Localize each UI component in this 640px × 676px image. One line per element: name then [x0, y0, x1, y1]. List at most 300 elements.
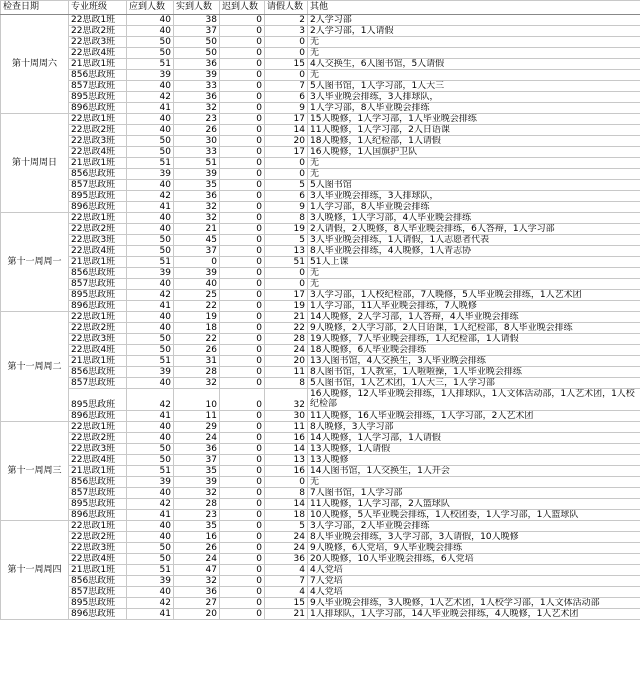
due-cell[interactable]: 40	[127, 323, 174, 334]
class-cell[interactable]: 896思政班	[69, 411, 127, 422]
late-cell[interactable]: 0	[220, 290, 265, 301]
leave-cell[interactable]: 17	[265, 147, 308, 158]
class-cell[interactable]: 22思政2班	[69, 224, 127, 235]
class-cell[interactable]: 857思政班	[69, 180, 127, 191]
late-cell[interactable]: 0	[220, 488, 265, 499]
late-cell[interactable]: 0	[220, 411, 265, 422]
due-cell[interactable]: 51	[127, 158, 174, 169]
late-cell[interactable]: 0	[220, 345, 265, 356]
leave-cell[interactable]: 28	[265, 334, 308, 345]
due-cell[interactable]: 40	[127, 26, 174, 37]
class-cell[interactable]: 22思政4班	[69, 147, 127, 158]
leave-cell[interactable]: 8	[265, 488, 308, 499]
leave-cell[interactable]: 18	[265, 510, 308, 521]
leave-cell[interactable]: 11	[265, 367, 308, 378]
notes-cell[interactable]: 无	[308, 477, 640, 488]
present-cell[interactable]: 39	[174, 169, 220, 180]
leave-cell[interactable]: 13	[265, 455, 308, 466]
present-cell[interactable]: 25	[174, 290, 220, 301]
notes-cell[interactable]: 11人晚修，16人毕业晚会排练，1人学习部，2人艺术团	[308, 411, 640, 422]
leave-cell[interactable]: 0	[265, 158, 308, 169]
class-cell[interactable]: 857思政班	[69, 587, 127, 598]
due-cell[interactable]: 41	[127, 609, 174, 620]
present-cell[interactable]: 28	[174, 499, 220, 510]
leave-cell[interactable]: 5	[265, 521, 308, 532]
class-cell[interactable]: 22思政1班	[69, 15, 127, 26]
notes-cell[interactable]: 15人晚修，1人学习部，1人毕业晚会排练	[308, 114, 640, 125]
late-cell[interactable]: 0	[220, 26, 265, 37]
leave-cell[interactable]: 6	[265, 92, 308, 103]
class-cell[interactable]: 22思政3班	[69, 543, 127, 554]
leave-cell[interactable]: 17	[265, 290, 308, 301]
date-cell[interactable]: 第十一周周四	[1, 521, 69, 620]
class-cell[interactable]: 896思政班	[69, 510, 127, 521]
notes-cell[interactable]: 无	[308, 158, 640, 169]
notes-cell[interactable]: 13人晚修，1人请假	[308, 444, 640, 455]
notes-cell[interactable]: 5人图书馆	[308, 180, 640, 191]
class-cell[interactable]: 22思政3班	[69, 334, 127, 345]
leave-cell[interactable]: 21	[265, 312, 308, 323]
due-cell[interactable]: 40	[127, 587, 174, 598]
header-due[interactable]: 应到人数	[127, 1, 174, 15]
notes-cell[interactable]: 7人党培	[308, 576, 640, 587]
present-cell[interactable]: 37	[174, 246, 220, 257]
leave-cell[interactable]: 3	[265, 26, 308, 37]
class-cell[interactable]: 22思政1班	[69, 114, 127, 125]
late-cell[interactable]: 0	[220, 521, 265, 532]
due-cell[interactable]: 51	[127, 565, 174, 576]
present-cell[interactable]: 23	[174, 114, 220, 125]
class-cell[interactable]: 856思政班	[69, 477, 127, 488]
leave-cell[interactable]: 7	[265, 576, 308, 587]
late-cell[interactable]: 0	[220, 169, 265, 180]
leave-cell[interactable]: 11	[265, 422, 308, 433]
notes-cell[interactable]: 3人毕业晚会排练，1人请假，1人志愿者代表	[308, 235, 640, 246]
present-cell[interactable]: 36	[174, 191, 220, 202]
due-cell[interactable]: 40	[127, 213, 174, 224]
late-cell[interactable]: 0	[220, 554, 265, 565]
present-cell[interactable]: 22	[174, 334, 220, 345]
notes-cell[interactable]: 14人晚修，2人学习部，1人答辩，4人毕业晚会排练	[308, 312, 640, 323]
late-cell[interactable]: 0	[220, 279, 265, 290]
due-cell[interactable]: 39	[127, 70, 174, 81]
present-cell[interactable]: 47	[174, 565, 220, 576]
notes-cell[interactable]: 1人排球队，1人学习部，14人毕业晚会排练，4人晚修，1人艺术团	[308, 609, 640, 620]
header-date[interactable]: 检查日期	[1, 1, 69, 15]
notes-cell[interactable]: 2人学习部	[308, 15, 640, 26]
due-cell[interactable]: 40	[127, 422, 174, 433]
leave-cell[interactable]: 24	[265, 532, 308, 543]
class-cell[interactable]: 21思政1班	[69, 257, 127, 268]
late-cell[interactable]: 0	[220, 301, 265, 312]
notes-cell[interactable]: 19人晚修，7人毕业晚会排练，1人纪检部，1人请假	[308, 334, 640, 345]
notes-cell[interactable]: 9人晚修，6人党培，9人毕业晚会排练	[308, 543, 640, 554]
leave-cell[interactable]: 51	[265, 257, 308, 268]
header-notes[interactable]: 其他	[308, 1, 640, 15]
notes-cell[interactable]: 3人毕业晚会排练，3人排球队，	[308, 191, 640, 202]
due-cell[interactable]: 40	[127, 180, 174, 191]
present-cell[interactable]: 36	[174, 587, 220, 598]
class-cell[interactable]: 856思政班	[69, 169, 127, 180]
late-cell[interactable]: 0	[220, 422, 265, 433]
notes-cell[interactable]: 1人学习部，8人毕业晚会排练	[308, 202, 640, 213]
late-cell[interactable]: 0	[220, 48, 265, 59]
due-cell[interactable]: 50	[127, 444, 174, 455]
due-cell[interactable]: 40	[127, 312, 174, 323]
due-cell[interactable]: 40	[127, 378, 174, 389]
class-cell[interactable]: 896思政班	[69, 103, 127, 114]
late-cell[interactable]: 0	[220, 565, 265, 576]
late-cell[interactable]: 0	[220, 609, 265, 620]
class-cell[interactable]: 856思政班	[69, 268, 127, 279]
present-cell[interactable]: 35	[174, 466, 220, 477]
late-cell[interactable]: 0	[220, 70, 265, 81]
due-cell[interactable]: 41	[127, 301, 174, 312]
due-cell[interactable]: 40	[127, 224, 174, 235]
late-cell[interactable]: 0	[220, 213, 265, 224]
present-cell[interactable]: 32	[174, 576, 220, 587]
present-cell[interactable]: 36	[174, 92, 220, 103]
class-cell[interactable]: 856思政班	[69, 70, 127, 81]
leave-cell[interactable]: 16	[265, 466, 308, 477]
notes-cell[interactable]: 13人晚修	[308, 455, 640, 466]
class-cell[interactable]: 857思政班	[69, 488, 127, 499]
notes-cell[interactable]: 3人学习部，2人毕业晚会排练	[308, 521, 640, 532]
late-cell[interactable]: 0	[220, 92, 265, 103]
class-cell[interactable]: 896思政班	[69, 609, 127, 620]
due-cell[interactable]: 40	[127, 125, 174, 136]
header-present[interactable]: 实到人数	[174, 1, 220, 15]
class-cell[interactable]: 895思政班	[69, 92, 127, 103]
due-cell[interactable]: 39	[127, 477, 174, 488]
leave-cell[interactable]: 0	[265, 279, 308, 290]
notes-cell[interactable]: 无	[308, 279, 640, 290]
leave-cell[interactable]: 0	[265, 48, 308, 59]
date-cell[interactable]: 第十周周六	[1, 15, 69, 114]
leave-cell[interactable]: 9	[265, 103, 308, 114]
due-cell[interactable]: 42	[127, 598, 174, 609]
present-cell[interactable]: 35	[174, 521, 220, 532]
class-cell[interactable]: 22思政3班	[69, 444, 127, 455]
late-cell[interactable]: 0	[220, 257, 265, 268]
leave-cell[interactable]: 13	[265, 246, 308, 257]
present-cell[interactable]: 21	[174, 224, 220, 235]
present-cell[interactable]: 39	[174, 477, 220, 488]
late-cell[interactable]: 0	[220, 312, 265, 323]
due-cell[interactable]: 42	[127, 389, 174, 411]
due-cell[interactable]: 39	[127, 367, 174, 378]
class-cell[interactable]: 22思政4班	[69, 48, 127, 59]
notes-cell[interactable]: 8人晚修，3人学习部	[308, 422, 640, 433]
class-cell[interactable]: 22思政3班	[69, 37, 127, 48]
present-cell[interactable]: 11	[174, 411, 220, 422]
notes-cell[interactable]: 无	[308, 37, 640, 48]
class-cell[interactable]: 857思政班	[69, 279, 127, 290]
late-cell[interactable]: 0	[220, 37, 265, 48]
leave-cell[interactable]: 24	[265, 345, 308, 356]
notes-cell[interactable]: 18人晚修，6人毕业晚会排练	[308, 345, 640, 356]
class-cell[interactable]: 21思政1班	[69, 158, 127, 169]
present-cell[interactable]: 32	[174, 213, 220, 224]
late-cell[interactable]: 0	[220, 15, 265, 26]
due-cell[interactable]: 50	[127, 455, 174, 466]
leave-cell[interactable]: 19	[265, 224, 308, 235]
notes-cell[interactable]: 3人毕业晚会排练，3人排球队，	[308, 92, 640, 103]
late-cell[interactable]: 0	[220, 532, 265, 543]
class-cell[interactable]: 22思政2班	[69, 323, 127, 334]
leave-cell[interactable]: 4	[265, 565, 308, 576]
late-cell[interactable]: 0	[220, 323, 265, 334]
leave-cell[interactable]: 22	[265, 323, 308, 334]
late-cell[interactable]: 0	[220, 576, 265, 587]
present-cell[interactable]: 27	[174, 598, 220, 609]
class-cell[interactable]: 22思政2班	[69, 125, 127, 136]
class-cell[interactable]: 857思政班	[69, 81, 127, 92]
leave-cell[interactable]: 0	[265, 477, 308, 488]
due-cell[interactable]: 40	[127, 15, 174, 26]
notes-cell[interactable]: 无	[308, 70, 640, 81]
present-cell[interactable]: 39	[174, 268, 220, 279]
present-cell[interactable]: 23	[174, 510, 220, 521]
due-cell[interactable]: 39	[127, 576, 174, 587]
class-cell[interactable]: 21思政1班	[69, 565, 127, 576]
due-cell[interactable]: 50	[127, 147, 174, 158]
leave-cell[interactable]: 6	[265, 191, 308, 202]
notes-cell[interactable]: 18人晚修，1人纪检部，1人请假	[308, 136, 640, 147]
present-cell[interactable]: 36	[174, 444, 220, 455]
leave-cell[interactable]: 4	[265, 587, 308, 598]
present-cell[interactable]: 33	[174, 147, 220, 158]
leave-cell[interactable]: 15	[265, 59, 308, 70]
notes-cell[interactable]: 13人图书馆，4人交换生，3人毕业晚会排练	[308, 356, 640, 367]
present-cell[interactable]: 10	[174, 389, 220, 411]
due-cell[interactable]: 40	[127, 521, 174, 532]
late-cell[interactable]: 0	[220, 587, 265, 598]
late-cell[interactable]: 0	[220, 158, 265, 169]
due-cell[interactable]: 50	[127, 334, 174, 345]
due-cell[interactable]: 42	[127, 191, 174, 202]
present-cell[interactable]: 24	[174, 554, 220, 565]
leave-cell[interactable]: 21	[265, 609, 308, 620]
class-cell[interactable]: 22思政1班	[69, 213, 127, 224]
present-cell[interactable]: 50	[174, 48, 220, 59]
notes-cell[interactable]: 8人毕业晚会排练，4人晚修，1人青志协	[308, 246, 640, 257]
late-cell[interactable]: 0	[220, 103, 265, 114]
late-cell[interactable]: 0	[220, 81, 265, 92]
late-cell[interactable]: 0	[220, 59, 265, 70]
class-cell[interactable]: 22思政4班	[69, 246, 127, 257]
leave-cell[interactable]: 32	[265, 389, 308, 411]
class-cell[interactable]: 856思政班	[69, 367, 127, 378]
present-cell[interactable]: 19	[174, 312, 220, 323]
notes-cell[interactable]: 16人晚修，1人国旗护卫队	[308, 147, 640, 158]
present-cell[interactable]: 26	[174, 125, 220, 136]
due-cell[interactable]: 41	[127, 103, 174, 114]
class-cell[interactable]: 896思政班	[69, 301, 127, 312]
leave-cell[interactable]: 8	[265, 378, 308, 389]
present-cell[interactable]: 30	[174, 136, 220, 147]
notes-cell[interactable]: 3人学习部，1人校纪检部，7人晚修，5人毕业晚会排练，1人艺术团	[308, 290, 640, 301]
notes-cell[interactable]: 51人上课	[308, 257, 640, 268]
notes-cell[interactable]: 无	[308, 268, 640, 279]
present-cell[interactable]: 18	[174, 323, 220, 334]
date-cell[interactable]: 第十一周周二	[1, 312, 69, 422]
present-cell[interactable]: 31	[174, 356, 220, 367]
due-cell[interactable]: 39	[127, 268, 174, 279]
late-cell[interactable]: 0	[220, 543, 265, 554]
present-cell[interactable]: 50	[174, 37, 220, 48]
late-cell[interactable]: 0	[220, 499, 265, 510]
present-cell[interactable]: 24	[174, 433, 220, 444]
class-cell[interactable]: 21思政1班	[69, 59, 127, 70]
due-cell[interactable]: 50	[127, 554, 174, 565]
leave-cell[interactable]: 14	[265, 444, 308, 455]
notes-cell[interactable]: 8人图书馆，1人教室，1人啦啦操，1人毕业晚会排练	[308, 367, 640, 378]
leave-cell[interactable]: 8	[265, 213, 308, 224]
class-cell[interactable]: 21思政1班	[69, 356, 127, 367]
late-cell[interactable]: 0	[220, 455, 265, 466]
leave-cell[interactable]: 30	[265, 411, 308, 422]
leave-cell[interactable]: 14	[265, 499, 308, 510]
present-cell[interactable]: 26	[174, 543, 220, 554]
notes-cell[interactable]: 无	[308, 169, 640, 180]
present-cell[interactable]: 40	[174, 279, 220, 290]
due-cell[interactable]: 40	[127, 81, 174, 92]
leave-cell[interactable]: 20	[265, 136, 308, 147]
notes-cell[interactable]: 2人学习部，1人请假	[308, 26, 640, 37]
present-cell[interactable]: 37	[174, 26, 220, 37]
late-cell[interactable]: 0	[220, 246, 265, 257]
notes-cell[interactable]: 9人晚修，2人学习部，2人日语课，1人纪检部，8人毕业晚会排练	[308, 323, 640, 334]
class-cell[interactable]: 22思政2班	[69, 26, 127, 37]
late-cell[interactable]: 0	[220, 224, 265, 235]
class-cell[interactable]: 22思政2班	[69, 433, 127, 444]
late-cell[interactable]: 0	[220, 510, 265, 521]
header-late[interactable]: 迟到人数	[220, 1, 265, 15]
present-cell[interactable]: 0	[174, 257, 220, 268]
notes-cell[interactable]: 3人晚修，1人学习部，4人毕业晚会排练	[308, 213, 640, 224]
due-cell[interactable]: 50	[127, 136, 174, 147]
leave-cell[interactable]: 9	[265, 202, 308, 213]
notes-cell[interactable]: 1人学习部，11人毕业晚会排练，7人晚修	[308, 301, 640, 312]
class-cell[interactable]: 22思政3班	[69, 235, 127, 246]
leave-cell[interactable]: 19	[265, 301, 308, 312]
header-leave[interactable]: 请假人数	[265, 1, 308, 15]
leave-cell[interactable]: 17	[265, 114, 308, 125]
late-cell[interactable]: 0	[220, 136, 265, 147]
class-cell[interactable]: 857思政班	[69, 378, 127, 389]
due-cell[interactable]: 50	[127, 543, 174, 554]
notes-cell[interactable]: 5人图书馆，1人艺术团，1人大三，1人学习部	[308, 378, 640, 389]
present-cell[interactable]: 28	[174, 367, 220, 378]
late-cell[interactable]: 0	[220, 378, 265, 389]
notes-cell[interactable]: 5人图书馆，1人学习部，1人大三	[308, 81, 640, 92]
date-cell[interactable]: 第十一周周一	[1, 213, 69, 312]
present-cell[interactable]: 33	[174, 81, 220, 92]
due-cell[interactable]: 51	[127, 466, 174, 477]
class-cell[interactable]: 22思政4班	[69, 554, 127, 565]
leave-cell[interactable]: 14	[265, 125, 308, 136]
late-cell[interactable]: 0	[220, 235, 265, 246]
due-cell[interactable]: 50	[127, 235, 174, 246]
class-cell[interactable]: 22思政2班	[69, 532, 127, 543]
present-cell[interactable]: 26	[174, 345, 220, 356]
class-cell[interactable]: 895思政班	[69, 290, 127, 301]
leave-cell[interactable]: 16	[265, 433, 308, 444]
due-cell[interactable]: 40	[127, 532, 174, 543]
date-cell[interactable]: 第十一周周三	[1, 422, 69, 521]
present-cell[interactable]: 37	[174, 455, 220, 466]
due-cell[interactable]: 40	[127, 114, 174, 125]
present-cell[interactable]: 32	[174, 488, 220, 499]
due-cell[interactable]: 40	[127, 433, 174, 444]
late-cell[interactable]: 0	[220, 477, 265, 488]
notes-cell[interactable]: 11人晚修，1人学习部，2人日语课	[308, 125, 640, 136]
notes-cell[interactable]: 16人晚修，12人毕业晚会排练，1人排球队，1人文体活动部，1人艺术团，1人校纪检部	[308, 389, 640, 411]
late-cell[interactable]: 0	[220, 433, 265, 444]
notes-cell[interactable]: 4人交换生，6人图书馆，5人请假	[308, 59, 640, 70]
late-cell[interactable]: 0	[220, 191, 265, 202]
due-cell[interactable]: 39	[127, 169, 174, 180]
leave-cell[interactable]: 5	[265, 235, 308, 246]
present-cell[interactable]: 32	[174, 378, 220, 389]
present-cell[interactable]: 32	[174, 103, 220, 114]
notes-cell[interactable]: 9人毕业晚会排练，3人晚修，1人艺术团，1人校学习部，1人文体活动部	[308, 598, 640, 609]
present-cell[interactable]: 16	[174, 532, 220, 543]
late-cell[interactable]: 0	[220, 125, 265, 136]
leave-cell[interactable]: 24	[265, 543, 308, 554]
notes-cell[interactable]: 无	[308, 48, 640, 59]
class-cell[interactable]: 856思政班	[69, 576, 127, 587]
present-cell[interactable]: 38	[174, 15, 220, 26]
due-cell[interactable]: 40	[127, 488, 174, 499]
present-cell[interactable]: 36	[174, 59, 220, 70]
class-cell[interactable]: 895思政班	[69, 598, 127, 609]
class-cell[interactable]: 22思政4班	[69, 345, 127, 356]
leave-cell[interactable]: 0	[265, 268, 308, 279]
late-cell[interactable]: 0	[220, 114, 265, 125]
late-cell[interactable]: 0	[220, 180, 265, 191]
leave-cell[interactable]: 15	[265, 598, 308, 609]
leave-cell[interactable]: 0	[265, 37, 308, 48]
class-cell[interactable]: 895思政班	[69, 191, 127, 202]
class-cell[interactable]: 895思政班	[69, 389, 127, 411]
late-cell[interactable]: 0	[220, 268, 265, 279]
leave-cell[interactable]: 7	[265, 81, 308, 92]
leave-cell[interactable]: 0	[265, 70, 308, 81]
present-cell[interactable]: 39	[174, 70, 220, 81]
notes-cell[interactable]: 14人晚修，1人学习部，1人请假	[308, 433, 640, 444]
present-cell[interactable]: 20	[174, 609, 220, 620]
late-cell[interactable]: 0	[220, 147, 265, 158]
late-cell[interactable]: 0	[220, 356, 265, 367]
due-cell[interactable]: 42	[127, 499, 174, 510]
leave-cell[interactable]: 2	[265, 15, 308, 26]
present-cell[interactable]: 45	[174, 235, 220, 246]
notes-cell[interactable]: 10人晚修，5人毕业晚会排练，1人校团委，1人学习部，1人篮球队	[308, 510, 640, 521]
due-cell[interactable]: 41	[127, 510, 174, 521]
due-cell[interactable]: 50	[127, 345, 174, 356]
due-cell[interactable]: 42	[127, 290, 174, 301]
notes-cell[interactable]: 8人毕业晚会排练，3人学习部，3人请假，10人晚修	[308, 532, 640, 543]
late-cell[interactable]: 0	[220, 202, 265, 213]
due-cell[interactable]: 51	[127, 356, 174, 367]
class-cell[interactable]: 22思政1班	[69, 521, 127, 532]
notes-cell[interactable]: 1人学习部，8人毕业晚会排练	[308, 103, 640, 114]
due-cell[interactable]: 42	[127, 92, 174, 103]
late-cell[interactable]: 0	[220, 389, 265, 411]
header-class[interactable]: 专业班级	[69, 1, 127, 15]
